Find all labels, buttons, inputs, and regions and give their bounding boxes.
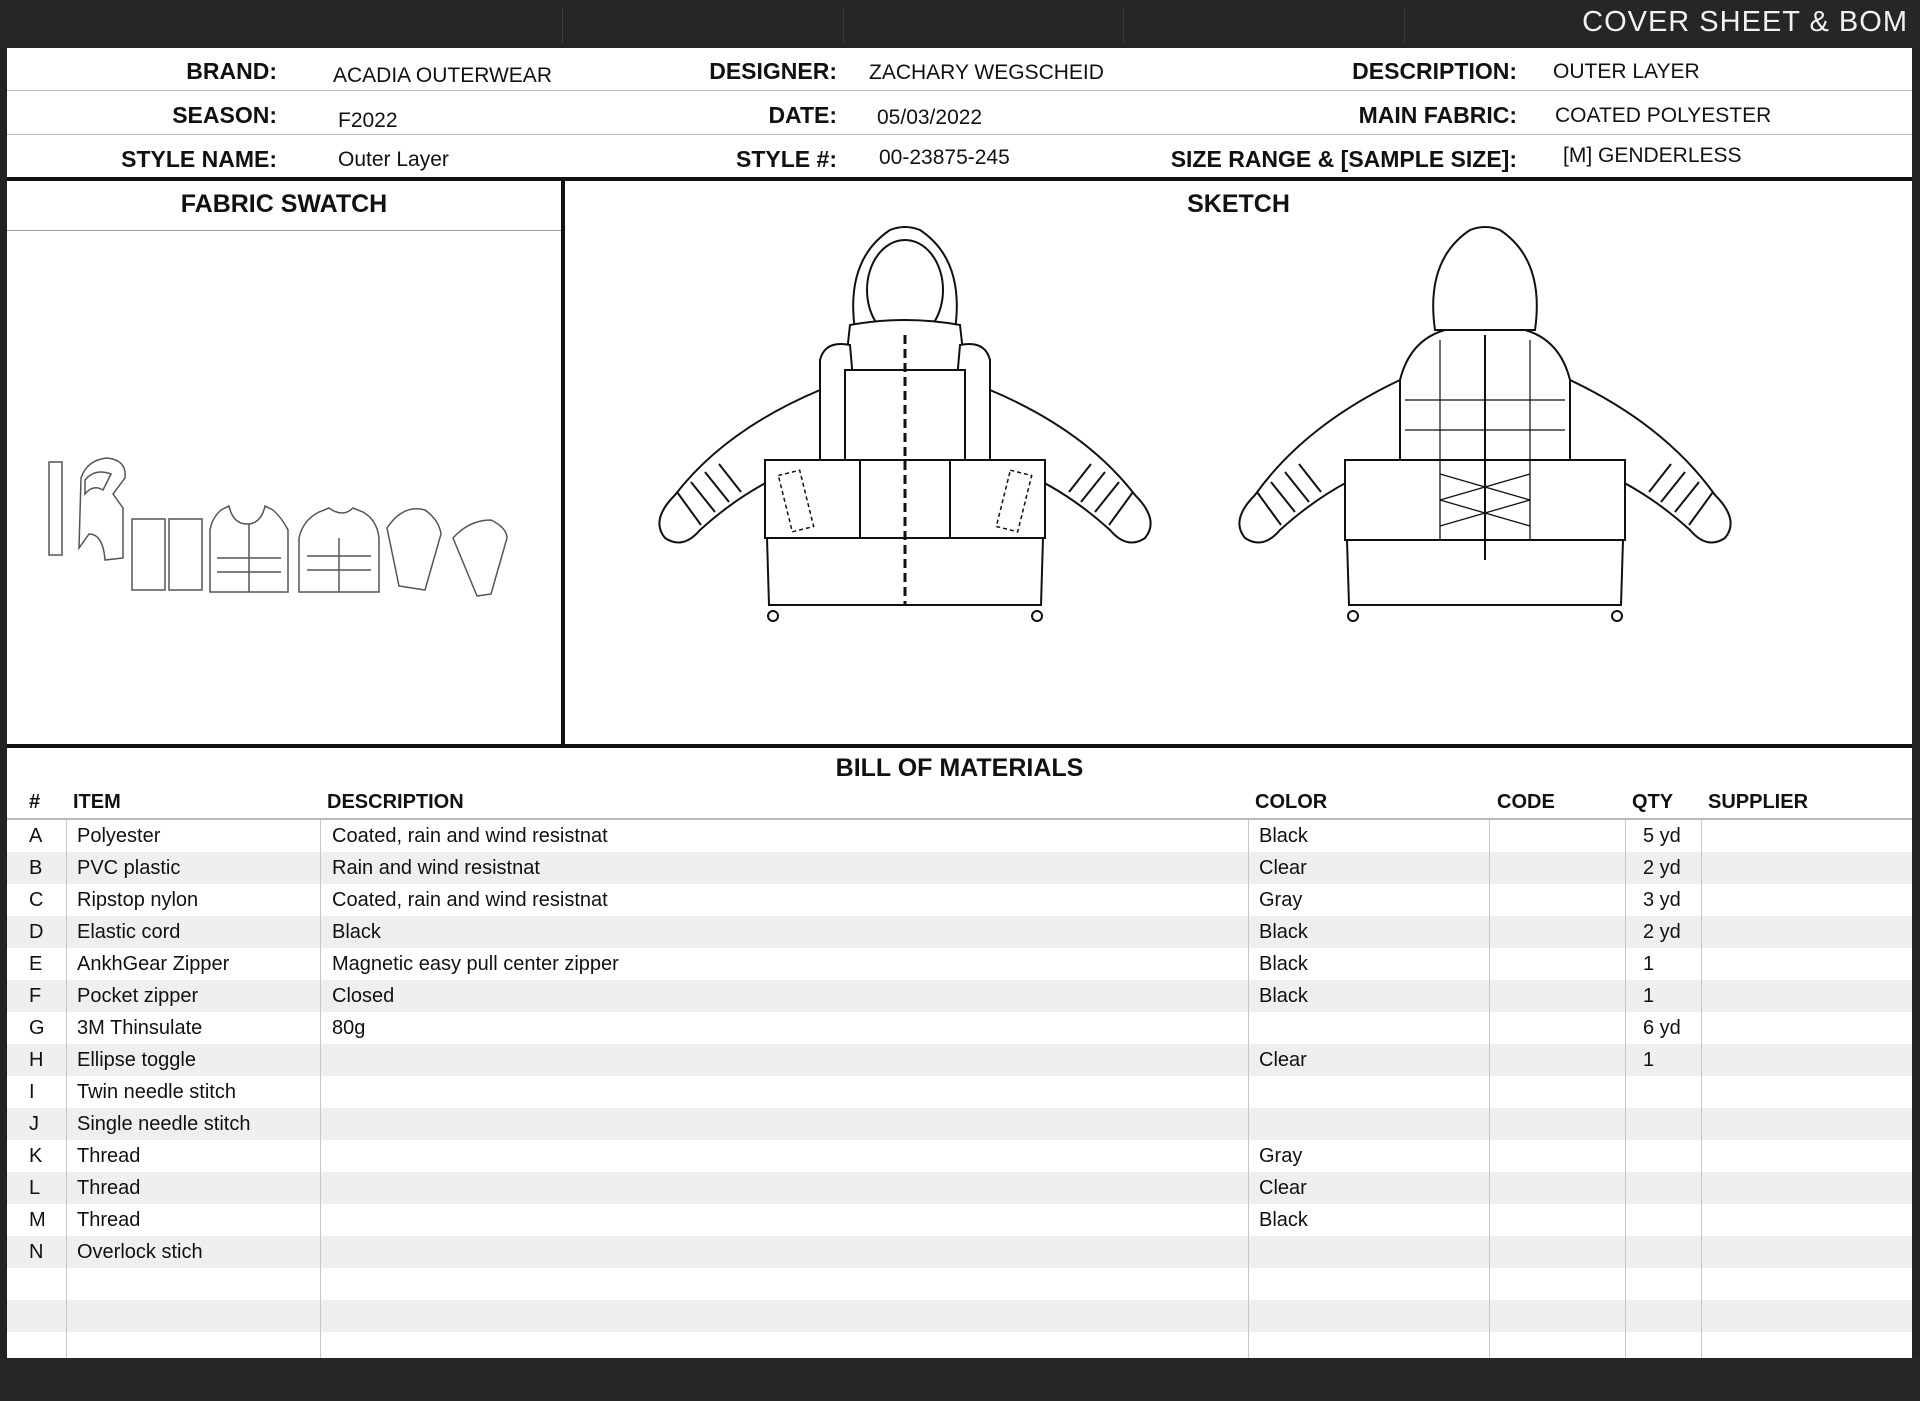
description-value: OUTER LAYER: [1553, 60, 1700, 83]
row-description: Coated, rain and wind resistnat: [332, 825, 608, 847]
row-qty: 1: [1643, 985, 1655, 1007]
pattern-piece-sleeve-2: [453, 520, 507, 596]
column-divider: [1701, 820, 1702, 1390]
column-divider: [1489, 820, 1490, 1390]
row-qty: 1: [1643, 953, 1655, 975]
title-bar-divider: [1123, 8, 1124, 44]
sketch-panel: [565, 178, 1912, 746]
row-color: Black: [1259, 953, 1308, 975]
row-id: M: [29, 1209, 46, 1231]
row-id: D: [29, 921, 44, 943]
pattern-piece-strip: [49, 462, 62, 555]
row-id: F: [29, 985, 42, 1007]
style-number-value: 00-23875-245: [879, 146, 1010, 169]
row-item: AnkhGear Zipper: [77, 953, 230, 975]
column-header-supplier: SUPPLIER: [1708, 791, 1809, 813]
row-color: Gray: [1259, 1145, 1303, 1167]
pattern-piece-panel-2: [169, 519, 202, 590]
row-color: Black: [1259, 1209, 1308, 1231]
style-name-value: Outer Layer: [338, 148, 449, 171]
table-row: [7, 1108, 1912, 1140]
row-description: Rain and wind resistnat: [332, 857, 540, 879]
row-color: Clear: [1259, 1177, 1307, 1199]
row-color: Clear: [1259, 857, 1307, 879]
row-description: Closed: [332, 985, 395, 1007]
designer-label: DESIGNER:: [709, 58, 837, 84]
row-color: Gray: [1259, 889, 1303, 911]
row-id: I: [29, 1081, 35, 1103]
table-row: [7, 1044, 1912, 1076]
pattern-piece-sleeve-1: [387, 509, 441, 590]
table-row: [7, 948, 1912, 980]
back-left-toggle: [1348, 611, 1358, 621]
title-bar-divider: [1404, 8, 1405, 44]
bottom-bar: [0, 1358, 1920, 1401]
row-item: Thread: [77, 1145, 141, 1167]
row-item: 3M Thinsulate: [77, 1017, 203, 1039]
pattern-piece-hood: [79, 458, 125, 560]
brand-label: BRAND:: [186, 58, 277, 84]
pattern-piece-front-lines: [217, 524, 281, 592]
table-row: [7, 1300, 1912, 1332]
bom-divider: [7, 744, 1912, 748]
jacket-front-sketch: [605, 220, 1205, 740]
row-id: H: [29, 1049, 44, 1071]
pattern-piece-panel-1: [132, 519, 165, 590]
column-header-number: #: [29, 791, 41, 813]
table-row: [7, 1204, 1912, 1236]
row-item: Elastic cord: [77, 921, 181, 943]
column-header-description: DESCRIPTION: [327, 791, 464, 813]
row-item: Pocket zipper: [77, 985, 199, 1007]
row-id: B: [29, 857, 43, 879]
column-header-code: CODE: [1497, 791, 1555, 813]
pattern-piece-hood-inner: [85, 472, 111, 494]
row-qty: 2 yd: [1643, 921, 1681, 943]
row-qty: 5 yd: [1643, 825, 1681, 847]
row-color: Black: [1259, 985, 1308, 1007]
row-item: Single needle stitch: [77, 1113, 251, 1135]
row-color: Black: [1259, 825, 1308, 847]
row-id: N: [29, 1241, 44, 1263]
table-row: [7, 980, 1912, 1012]
date-label: DATE:: [768, 102, 837, 128]
row-item: Ripstop nylon: [77, 889, 199, 911]
row-color: Black: [1259, 921, 1308, 943]
table-row: [7, 916, 1912, 948]
fabric-swatch-panel: [7, 178, 565, 746]
row-id: L: [29, 1177, 41, 1199]
table-row: [7, 1268, 1912, 1300]
jacket-back-sketch: [1185, 220, 1785, 740]
row-description: 80g: [332, 1017, 366, 1039]
row-item: Ellipse toggle: [77, 1049, 196, 1071]
column-header-qty: QTY: [1632, 791, 1674, 813]
table-row: [7, 1236, 1912, 1268]
pattern-pieces-drawing: [7, 238, 561, 738]
row-item: PVC plastic: [77, 857, 181, 879]
row-item: Thread: [77, 1209, 141, 1231]
description-label: DESCRIPTION:: [1352, 58, 1517, 84]
title-bar-divider: [843, 8, 844, 44]
column-header-item: ITEM: [73, 791, 121, 813]
title-bar-divider: [562, 8, 563, 44]
column-divider: [1248, 820, 1249, 1390]
table-row: [7, 1012, 1912, 1044]
row-description: Coated, rain and wind resistnat: [332, 889, 608, 911]
row-id: C: [29, 889, 44, 911]
main-fabric-label: MAIN FABRIC:: [1358, 102, 1517, 128]
row-qty: 3 yd: [1643, 889, 1681, 911]
row-qty: 2 yd: [1643, 857, 1681, 879]
row-id: G: [29, 1017, 45, 1039]
fabric-swatch-title: FABRIC SWATCH: [180, 190, 388, 218]
back-right-toggle: [1612, 611, 1622, 621]
row-description: Black: [332, 921, 381, 943]
table-row: [7, 1172, 1912, 1204]
main-fabric-value: COATED POLYESTER: [1555, 104, 1772, 127]
row-item: Overlock stich: [77, 1241, 203, 1263]
designer-value: ZACHARY WEGSCHEID: [869, 61, 1104, 84]
season-label: SEASON:: [172, 102, 277, 128]
back-hood: [1433, 227, 1537, 330]
size-range-label: SIZE RANGE & [SAMPLE SIZE]:: [1170, 146, 1517, 172]
table-row: [7, 1076, 1912, 1108]
row-item: Polyester: [77, 825, 161, 847]
table-row: [7, 820, 1912, 852]
row-qty: 6 yd: [1643, 1017, 1681, 1039]
sketch-title: SKETCH: [1187, 190, 1290, 218]
row-id: A: [29, 825, 43, 847]
date-value: 05/03/2022: [877, 106, 983, 129]
title-bar: [0, 0, 1920, 48]
cover-sheet: [7, 48, 1912, 1358]
season-value: F2022: [338, 109, 398, 132]
pattern-piece-back-lines: [307, 538, 371, 592]
table-row: [7, 852, 1912, 884]
row-qty: 1: [1643, 1049, 1655, 1071]
collar: [845, 320, 965, 370]
table-row: [7, 884, 1912, 916]
row-description: Magnetic easy pull center zipper: [332, 953, 619, 975]
row-item: Twin needle stitch: [77, 1081, 236, 1103]
page-title: COVER SHEET & BOM: [1582, 6, 1908, 38]
size-range-value: [M] GENDERLESS: [1563, 144, 1742, 167]
left-hem-toggle: [768, 611, 778, 621]
bom-title: BILL OF MATERIALS: [835, 754, 1084, 782]
column-header-color: COLOR: [1255, 791, 1328, 813]
column-divider: [320, 820, 321, 1390]
brand-value: ACADIA OUTERWEAR: [333, 64, 552, 87]
style-number-label: STYLE #:: [736, 146, 837, 172]
row-id: K: [29, 1145, 43, 1167]
table-row: [7, 1140, 1912, 1172]
style-name-label: STYLE NAME:: [121, 146, 277, 172]
row-id: J: [29, 1113, 39, 1135]
right-hem-toggle: [1032, 611, 1042, 621]
row-color: Clear: [1259, 1049, 1307, 1071]
row-id: E: [29, 953, 43, 975]
column-divider: [66, 820, 67, 1390]
column-divider: [1625, 820, 1626, 1390]
fabric-swatch-divider: [7, 230, 561, 231]
row-item: Thread: [77, 1177, 141, 1199]
